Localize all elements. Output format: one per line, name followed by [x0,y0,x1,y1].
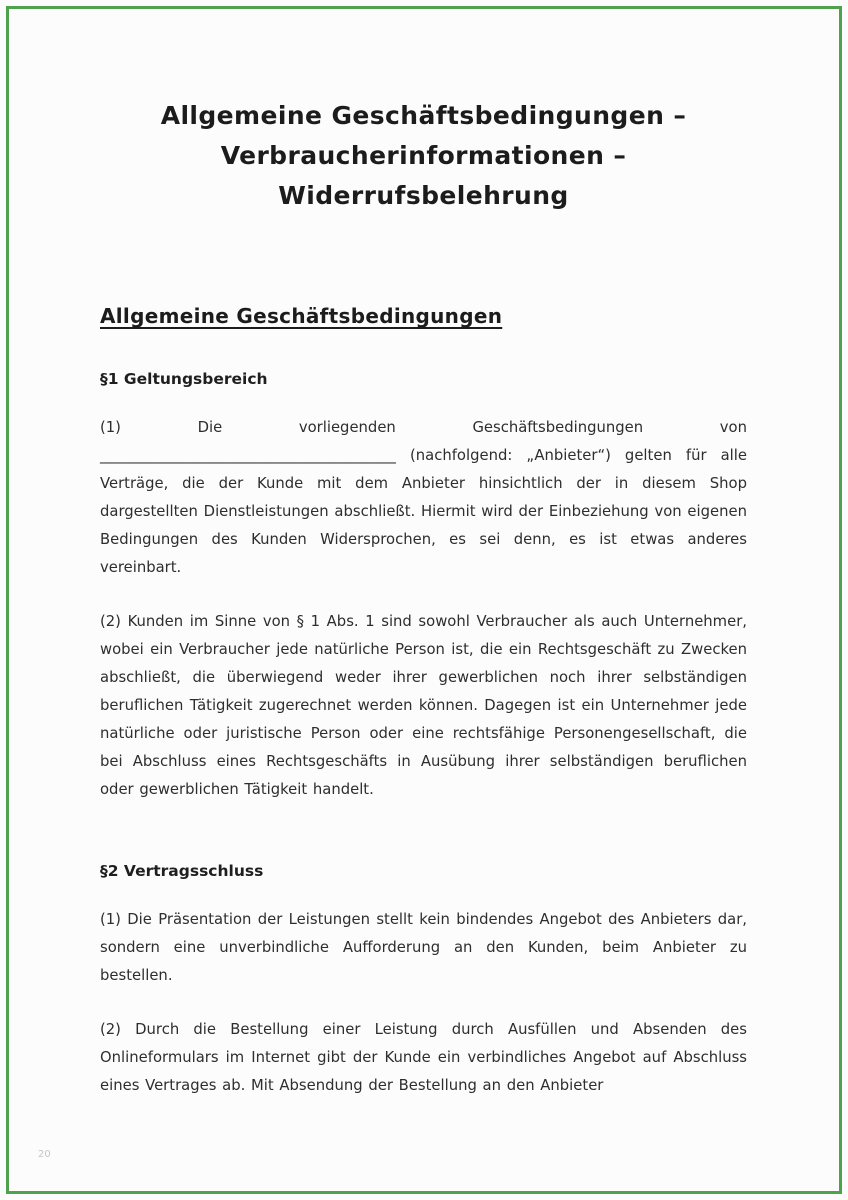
section2-heading: §2 Vertragsschluss [100,862,264,880]
document-title-line2: Verbraucherinformationen – Widerrufsbelehrung [220,141,627,210]
section1-paragraph-2: (2) Kunden im Sinne von § 1 Abs. 1 sind sowohl Verbraucher als auch Unternehmer, wobei ein Verbraucher jede natürliche Person ist, die ein Rechtsgeschäft zu Zwecken abschließt, die überwiegend weder ihrer gewerblichen noch ihrer selbständigen beruflichen Tätigkeit zugerechnet werden können. Dagegen ist ein Unternehmer jede natürliche oder juristische Person oder eine rechtsfähige Personengesellschaft, die bei Abschluss eines Rechtsgeschäfts in Ausübung ihrer selbständigen beruflichen oder gewerblichen Tätigkeit handelt. [100,613,747,798]
main-section-heading: Allgemeine Geschäftsbedingungen [100,304,503,328]
page-number: 20 [38,1149,51,1160]
section2-paragraph-2: (2) Durch die Bestellung einer Leistung durch Ausfüllen und Absenden des Onlineformulars im Internet gibt der Kunde ein verbindliches Angebot auf Abschluss eines Vertrages ab. Mit Absendung der Bestellung an den Anbieter [100,1021,747,1094]
section1-heading: §1 Geltungsbereich [100,370,268,388]
document-title [100,96,747,216]
section1-paragraph-1: (1) Die vorliegenden Geschäftsbedingungen von ________________________________________ (nachfolgend: „Anbieter“) gelten für alle Verträge, die der Kunde mit dem Anbieter hinsichtlich der in diesem Shop dargestellten Dienstleistungen abschließt. Hiermit wird der Einbeziehung von eigenen Bedingungen des Kunden Widersprochen, es sei denn, es ist etwas anderes vereinbart. [100,419,747,576]
section2-paragraph-1: (1) Die Präsentation der Leistungen stellt kein bindendes Angebot des Anbieters dar, sondern eine unverbindliche Aufforderung an den Kunden, beim Anbieter zu bestellen. [100,911,747,984]
document-title-line1: Allgemeine Geschäftsbedingungen – [160,101,687,130]
